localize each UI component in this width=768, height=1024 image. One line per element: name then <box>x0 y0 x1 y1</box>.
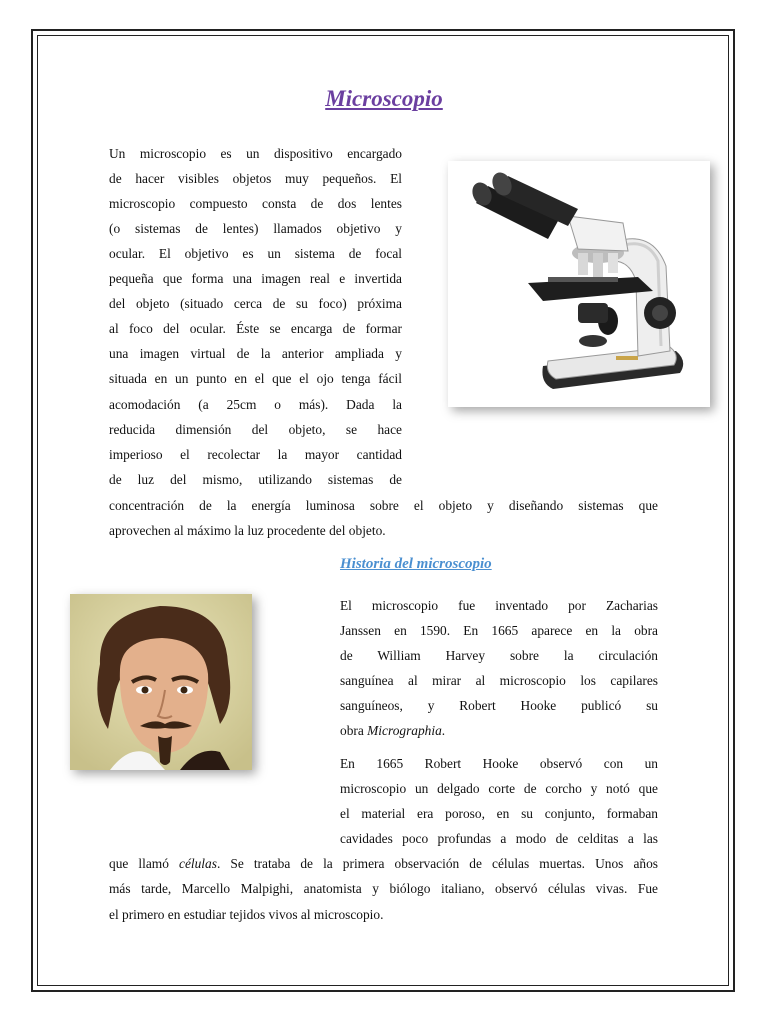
history-line: más tarde, Marcello Malpighi, anatomista y biólogo italiano, observó células vivas. Fue <box>109 881 658 896</box>
intro-line: aprovechen al máximo la luz procedente del objeto. <box>109 523 386 538</box>
portrait-illustration <box>70 594 252 770</box>
intro-line: Un microscopio es un dispositivo encargado <box>109 146 402 161</box>
intro-line: de hacer visibles objetos muy pequeños. El <box>109 171 402 186</box>
history-text: . <box>441 723 446 738</box>
history-line <box>109 851 658 876</box>
portrait-image <box>70 594 252 770</box>
history-line: sanguínea al mirar al microscopio los capilares <box>340 673 658 688</box>
italic-term: células <box>179 856 217 871</box>
intro-line: concentración de la energía luminosa sobre el objeto y diseñando sistemas que <box>109 498 658 513</box>
history-line: sanguíneos, y Robert Hooke publicó su <box>340 698 658 713</box>
history-line: cavidades poco profundas a modo de celditas a las <box>340 831 658 846</box>
history-line: En 1665 Robert Hooke observó con un <box>340 756 658 771</box>
intro-line: microscopio compuesto consta de dos lentes <box>109 196 402 211</box>
intro-line: una imagen virtual de la anterior ampliada y <box>109 346 402 361</box>
intro-line: ocular. El objetivo es un sistema de focal <box>109 246 402 261</box>
history-heading: Historia del microscopio <box>340 556 492 572</box>
intro-line: del objeto (situado cerca de su foco) próxima <box>109 296 402 311</box>
intro-line: situada en un punto en el que el ojo tenga fácil <box>109 371 402 386</box>
history-text: . Se trataba de la primera observación de células muertas. Unos años <box>216 856 658 871</box>
intro-line: (o sistemas de lentes) llamados objetivo y <box>109 221 402 236</box>
history-line: de William Harvey sobre la circulación <box>340 648 658 663</box>
intro-line: reducida dimensión del objeto, se hace <box>109 422 402 437</box>
intro-line: de luz del mismo, utilizando sistemas de <box>109 472 402 487</box>
history-text: que llamó <box>109 856 179 871</box>
history-line: el primero en estudiar tejidos vivos al microscopio. <box>109 907 384 922</box>
history-line: El microscopio fue inventado por Zacharias <box>340 598 658 613</box>
microscope-illustration <box>448 161 710 407</box>
history-line: el material era poroso, en su conjunto, formaban <box>340 806 658 821</box>
book-title: Micrographia <box>367 723 442 738</box>
microscope-image <box>448 161 710 407</box>
history-line: microscopio un delgado corte de corcho y notó que <box>340 781 658 796</box>
intro-line: imperioso el recolectar la mayor cantidad <box>109 447 402 462</box>
history-line <box>340 718 658 743</box>
intro-line: pequeña que forma una imagen real e invertida <box>109 271 402 286</box>
history-line: Janssen en 1590. En 1665 aparece en la obra <box>340 623 658 638</box>
page-title: Microscopio <box>325 86 443 111</box>
intro-line: acomodación (a 25cm o más). Dada la <box>109 397 402 412</box>
history-text: obra <box>340 723 368 738</box>
intro-line: al foco del ocular. Éste se encarga de formar <box>109 321 402 336</box>
